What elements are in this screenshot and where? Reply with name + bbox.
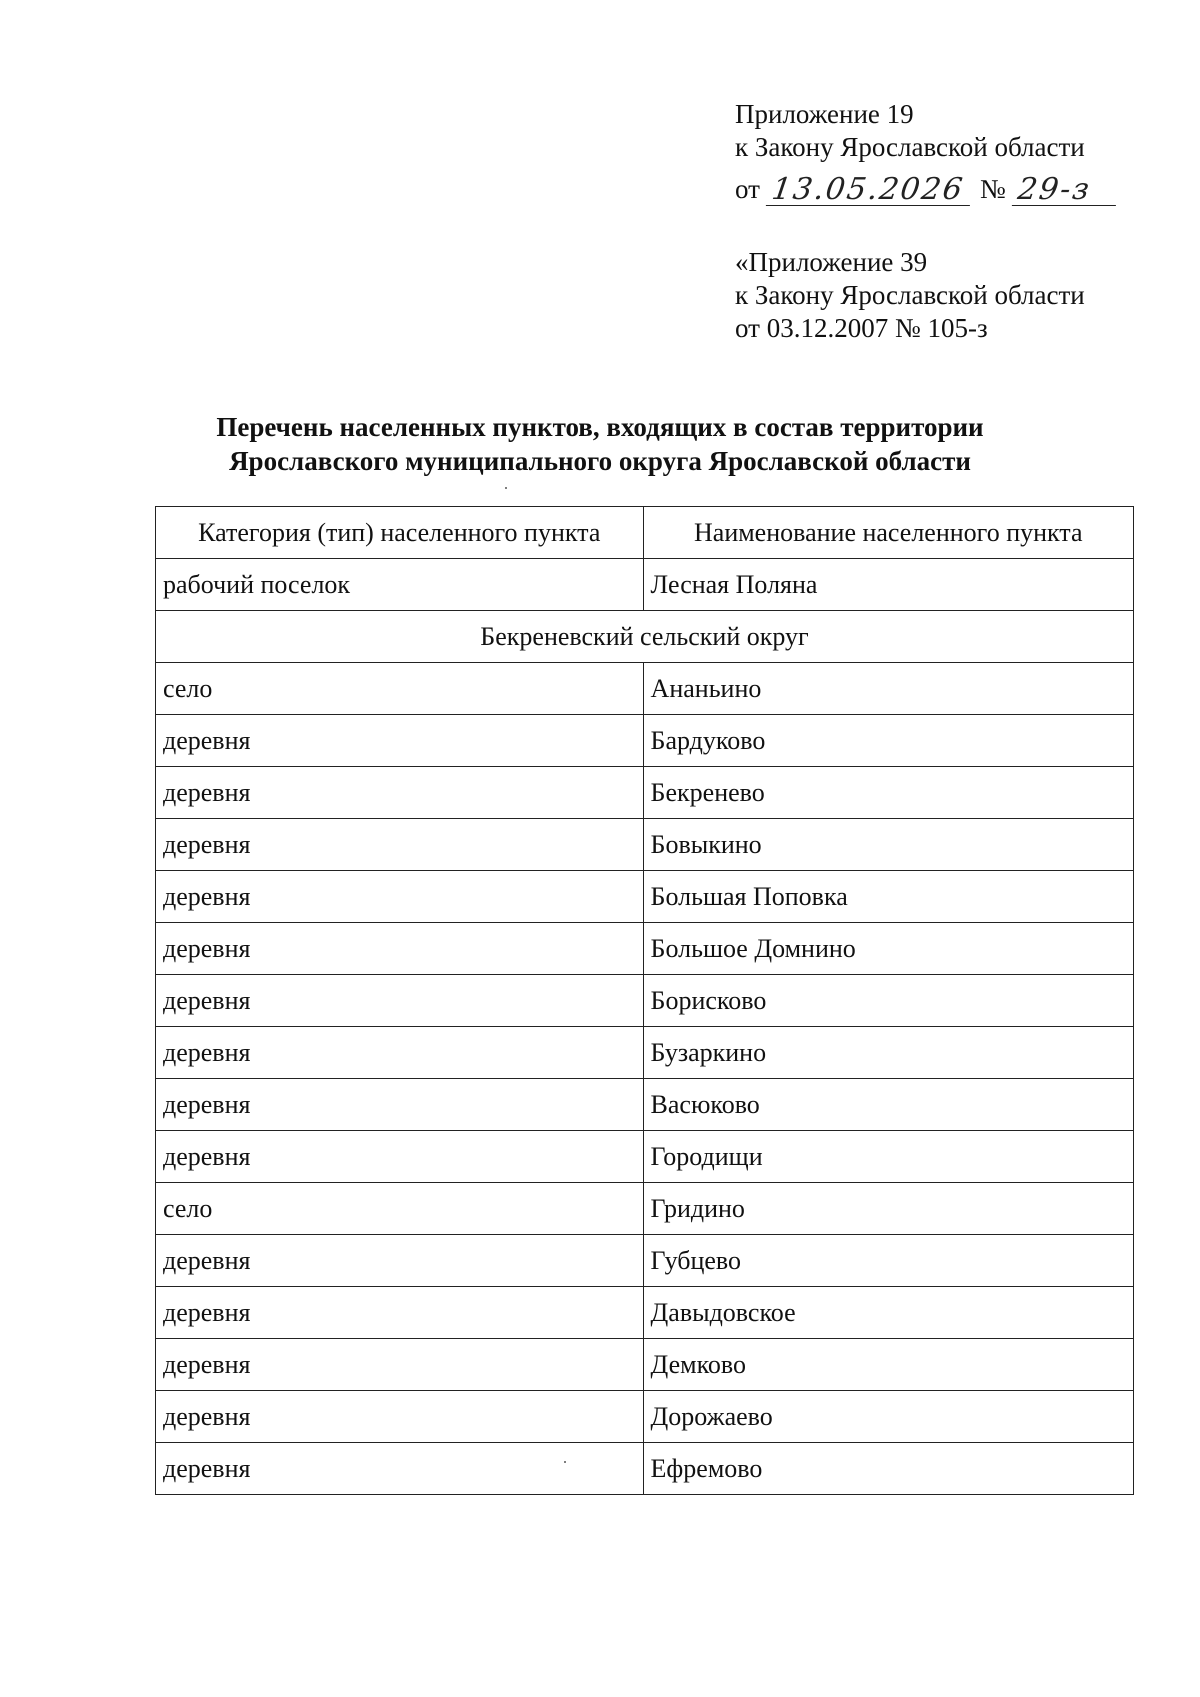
appendix-date-number-line (735, 164, 1118, 206)
appendix-header (735, 98, 1118, 206)
table-row (156, 1183, 1134, 1235)
settlement-category: деревня (156, 1131, 644, 1183)
settlement-category: деревня (156, 1027, 644, 1079)
date-prefix: от (735, 174, 760, 204)
settlement-category: деревня (156, 871, 644, 923)
table-row (156, 1027, 1134, 1079)
handwritten-date: 13.05.2026 (766, 175, 974, 206)
settlement-name: Бузаркино (643, 1027, 1133, 1079)
settlement-name: Бовыкино (643, 819, 1133, 871)
settlement-name: Бекренево (643, 767, 1133, 819)
settlement-category: село (156, 663, 644, 715)
settlement-category: деревня (156, 715, 644, 767)
settlement-category: деревня (156, 1287, 644, 1339)
amended-appendix-title: «Приложение 39 (735, 247, 928, 277)
table-body (156, 559, 1134, 1495)
section-heading: Бекреневский сельский округ (156, 611, 1134, 663)
settlement-name: Большое Домнино (643, 923, 1133, 975)
table-row (156, 1287, 1134, 1339)
amended-appendix-header (735, 246, 1085, 345)
settlement-category: деревня (156, 1443, 644, 1495)
settlement-name: Демково (643, 1339, 1133, 1391)
table-row (156, 1391, 1134, 1443)
settlement-name: Губцево (643, 1235, 1133, 1287)
settlement-name: Ефремово (643, 1443, 1133, 1495)
settlements-table (155, 506, 1134, 1495)
header-name: Наименование населенного пункта (643, 507, 1133, 559)
table-row (156, 1079, 1134, 1131)
table-row (156, 1339, 1134, 1391)
settlement-name: Васюково (643, 1079, 1133, 1131)
handwritten-number: 29-з (1012, 175, 1120, 206)
amended-appendix-date-number: от 03.12.2007 № 105-з (735, 313, 988, 343)
table-row (156, 819, 1134, 871)
table-row (156, 975, 1134, 1027)
appendix-title: Приложение 19 (735, 99, 914, 129)
table-row (156, 767, 1134, 819)
settlement-category: деревня (156, 923, 644, 975)
appendix-law-reference: к Закону Ярославской области (735, 132, 1085, 162)
document-title-line-2: Ярославского муниципального округа Ярославской области (229, 446, 971, 476)
settlement-category: село (156, 1183, 644, 1235)
table-row (156, 559, 1134, 611)
settlement-name: Гридино (643, 1183, 1133, 1235)
table-row (156, 1443, 1134, 1495)
header-category: Категория (тип) населенного пункта (156, 507, 644, 559)
settlement-name: Давыдовское (643, 1287, 1133, 1339)
scan-speck (505, 487, 507, 489)
document-title (0, 410, 1200, 478)
settlement-name: Большая Поповка (643, 871, 1133, 923)
settlement-name: Городищи (643, 1131, 1133, 1183)
table-row (156, 871, 1134, 923)
table-row (156, 923, 1134, 975)
settlement-category: деревня (156, 819, 644, 871)
settlement-category: деревня (156, 1079, 644, 1131)
settlement-category: деревня (156, 1235, 644, 1287)
settlement-name: Ананьино (643, 663, 1133, 715)
document-title-line-1: Перечень населенных пунктов, входящих в состав территории (216, 412, 984, 442)
number-prefix: № (979, 174, 1006, 204)
settlement-category: деревня (156, 767, 644, 819)
settlement-category: деревня (156, 1391, 644, 1443)
settlement-category: деревня (156, 975, 644, 1027)
table-row (156, 1235, 1134, 1287)
amended-appendix-law-reference: к Закону Ярославской области (735, 280, 1085, 310)
table-row (156, 663, 1134, 715)
table-section-row (156, 611, 1134, 663)
table-row (156, 1131, 1134, 1183)
settlement-name: Лесная Поляна (643, 559, 1133, 611)
table-header-row (156, 507, 1134, 559)
table-row (156, 715, 1134, 767)
settlement-name: Бардуково (643, 715, 1133, 767)
settlement-name: Дорожаево (643, 1391, 1133, 1443)
settlement-name: Борисково (643, 975, 1133, 1027)
settlement-category: рабочий поселок (156, 559, 644, 611)
settlement-category: деревня (156, 1339, 644, 1391)
